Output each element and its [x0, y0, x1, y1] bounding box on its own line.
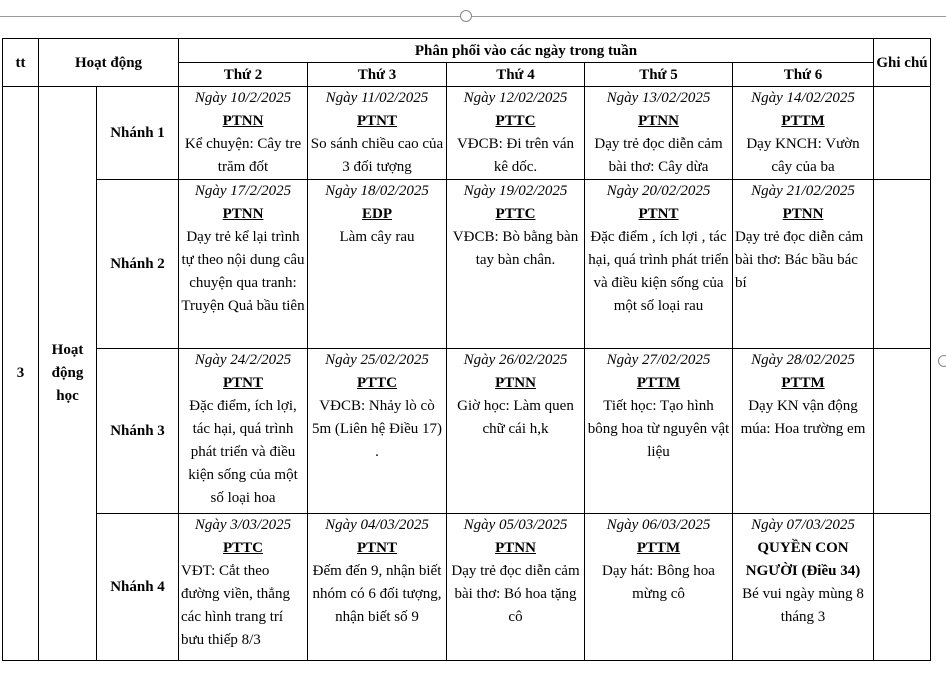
note-cell[interactable] — [874, 349, 931, 514]
schedule-cell[interactable]: Ngày 14/02/2025 PTTM Dạy KNCH: Vườn cây của ba — [733, 87, 874, 180]
schedule-cell[interactable]: Ngày 18/02/2025 EDP Làm cây rau — [308, 180, 447, 349]
schedule-cell[interactable]: Ngày 07/03/2025 QUYỀN CON NGƯỜI (Điều 34) Bé vui ngày mùng 8 tháng 3 — [733, 514, 874, 661]
branch-name: Nhánh 4 — [97, 514, 179, 661]
header-day-3: Thứ 4 — [447, 63, 585, 87]
schedule-cell[interactable]: Ngày 24/2/2025 PTNT Đặc điểm, ích lợi, tác hại, quá trình phát triển và điều kiện sống của một số loại hoa — [179, 349, 308, 514]
schedule-cell[interactable]: Ngày 3/03/2025 PTTC VĐT: Cắt theo đường viền, thẳng các hình trang trí bưu thiếp 8/3 — [179, 514, 308, 661]
table-row — [3, 180, 931, 349]
schedule-cell[interactable]: Ngày 25/02/2025 PTTC VĐCB: Nhảy lò cò 5m (Liên hệ Điều 17) . — [308, 349, 447, 514]
row-number: 3 — [3, 87, 39, 661]
table-row — [3, 514, 931, 661]
schedule-cell[interactable]: Ngày 13/02/2025 PTNN Dạy trẻ đọc diễn cảm bài thơ: Cây dừa — [585, 87, 733, 180]
schedule-cell[interactable]: Ngày 11/02/2025 PTNT So sánh chiều cao của 3 đối tượng — [308, 87, 447, 180]
schedule-cell[interactable]: Ngày 26/02/2025 PTNN Giờ học: Làm quen chữ cái h,k — [447, 349, 585, 514]
header-day-5: Thứ 6 — [733, 63, 874, 87]
header-activity: Hoạt động — [39, 39, 179, 87]
resize-handle-right[interactable] — [938, 355, 946, 367]
schedule-cell[interactable]: Ngày 20/02/2025 PTNT Đặc điểm , ích lợi , tác hại, quá trình phát triển và điều kiện sống của một số loại rau — [585, 180, 733, 349]
schedule-cell[interactable]: Ngày 28/02/2025 PTTM Dạy KN vận động múa: Hoa trường em — [733, 349, 874, 514]
schedule-cell[interactable]: Ngày 06/03/2025 PTTM Dạy hát: Bông hoa mừng cô — [585, 514, 733, 661]
note-cell[interactable] — [874, 87, 931, 180]
table-row — [3, 349, 931, 514]
branch-name: Nhánh 2 — [97, 180, 179, 349]
header-distribution: Phân phối vào các ngày trong tuần — [179, 39, 874, 63]
branch-name: Nhánh 1 — [97, 87, 179, 180]
document-frame-line — [0, 16, 946, 17]
header-note: Ghi chú — [874, 39, 931, 87]
header-tt: tt — [3, 39, 39, 87]
header-day-2: Thứ 3 — [308, 63, 447, 87]
schedule-cell[interactable]: Ngày 04/03/2025 PTNT Đếm đến 9, nhận biết nhóm có 6 đối tượng, nhận biết số 9 — [308, 514, 447, 661]
note-cell[interactable] — [874, 180, 931, 349]
schedule-cell[interactable]: Ngày 21/02/2025 PTNN Dạy trẻ đọc diễn cảm bài thơ: Bác bầu bác bí — [733, 180, 874, 349]
header-day-4: Thứ 5 — [585, 63, 733, 87]
schedule-cell[interactable]: Ngày 19/02/2025 PTTC VĐCB: Bò bằng bàn tay bàn chân. — [447, 180, 585, 349]
table-row — [3, 87, 931, 180]
schedule-cell[interactable]: Ngày 10/2/2025 PTNN Kể chuyện: Cây tre trăm đốt — [179, 87, 308, 180]
resize-handle-top[interactable] — [460, 10, 472, 22]
note-cell[interactable] — [874, 514, 931, 661]
weekly-schedule-table — [2, 38, 931, 661]
header-day-1: Thứ 2 — [179, 63, 308, 87]
schedule-cell[interactable]: Ngày 12/02/2025 PTTC VĐCB: Đi trên ván kê dốc. — [447, 87, 585, 180]
activity-name: Hoạt động học — [39, 87, 97, 661]
schedule-cell[interactable]: Ngày 27/02/2025 PTTM Tiết học: Tạo hình bông hoa từ nguyên vật liệu — [585, 349, 733, 514]
schedule-cell[interactable]: Ngày 05/03/2025 PTNN Dạy trẻ đọc diễn cảm bài thơ: Bó hoa tặng cô — [447, 514, 585, 661]
branch-name: Nhánh 3 — [97, 349, 179, 514]
schedule-cell[interactable]: Ngày 17/2/2025 PTNN Dạy trẻ kể lại trình tự theo nội dung câu chuyện qua tranh: Truyện Quả bầu tiên — [179, 180, 308, 349]
